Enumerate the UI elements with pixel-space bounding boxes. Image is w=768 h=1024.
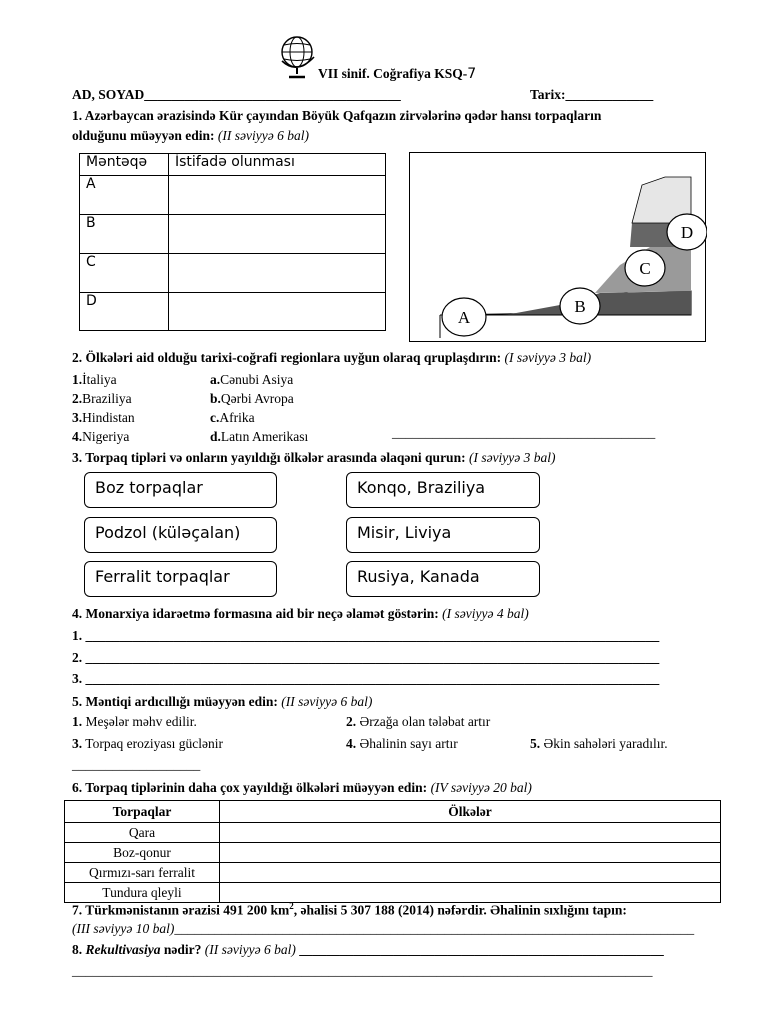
table-row <box>65 843 721 863</box>
q7-answer[interactable]: (III səviyyə 10 bal)_____________________________________________________________________________ <box>72 921 695 936</box>
soil-box[interactable]: Podzol (küləçalan) <box>84 517 277 553</box>
q1-table <box>79 153 386 331</box>
list-item: 2. Ərzağa olan tələbat artır <box>346 714 491 729</box>
globe-icon <box>278 35 318 79</box>
list-item: c.Afrika <box>210 410 255 425</box>
table-header: Torpaqlar <box>65 801 220 823</box>
list-item: 4. Əhalinin sayı artır <box>346 736 458 751</box>
table-row-label: D <box>80 293 169 331</box>
answer-cell[interactable] <box>169 254 386 293</box>
answer-cell[interactable] <box>220 883 721 903</box>
table-row <box>65 863 721 883</box>
soil-box[interactable]: Boz torpaqlar <box>84 472 277 508</box>
table-row-label: C <box>80 254 169 293</box>
q7-text: 7. Türkmənistanın ərazisi 491 200 $km^2$, əhalisi 5 307 188 (2014) nəfərdir. Əhalinin sıxlığını tapın: <box>72 901 627 918</box>
table-row <box>65 823 721 843</box>
q4-answer-1[interactable]: 1. _____________________________________________________________________________________ <box>72 628 660 643</box>
answer-cell[interactable] <box>220 823 721 843</box>
list-item: 3.Hindistan <box>72 410 135 425</box>
table-header: Ölkələr <box>220 801 721 823</box>
list-item: b.Qərbi Avropa <box>210 391 294 406</box>
table-row-label: B <box>80 215 169 254</box>
list-item: 1. Meşələr məhv edilir. <box>72 714 197 729</box>
answer-cell[interactable] <box>169 293 386 331</box>
q5-text: 5. Məntiqi ardıcıllığı müəyyən edin: (II səviyyə 6 bal) <box>72 694 373 709</box>
list-item: d.Latın Amerikası <box>210 429 309 444</box>
q8-answer-line[interactable]: ______________________________________________________________________________________ <box>72 963 653 978</box>
diagram-label-b: B <box>574 297 586 316</box>
table-row <box>65 883 721 903</box>
list-item: 4.Nigeriya <box>72 429 130 444</box>
diagram-label-d: D <box>680 223 694 242</box>
q2-text: 2. Ölkələri aid olduğu tarixi-coğrafi regionlara uyğun olaraq qruplaşdırın: (I səviyyə 3 bal) <box>72 350 592 365</box>
name-field[interactable]: AD, SOYAD______________________________________ <box>72 87 401 102</box>
q5-answer-line[interactable]: ___________________ <box>72 757 201 772</box>
q2-regions <box>210 370 308 446</box>
soil-name: Qırmızı-sarı ferralit <box>65 863 220 883</box>
q8-text[interactable]: 8. Rekultivasiya nədir? (II səviyyə 6 bal) ______________________________________________________ <box>72 942 664 957</box>
answer-cell[interactable] <box>220 863 721 883</box>
q3-text: 3. Torpaq tipləri və onların yayıldığı ölkələr arasında əlaqəni qurun: (I səviyyə 3 bal) <box>72 450 556 465</box>
soil-profile-diagram <box>409 152 706 342</box>
answer-cell[interactable] <box>169 215 386 254</box>
soil-box[interactable]: Ferralit torpaqlar <box>84 561 277 597</box>
list-item: 3. Torpaq eroziyası güclənir <box>72 736 224 751</box>
q4-answer-2[interactable]: 2. _____________________________________________________________________________________ <box>72 650 660 665</box>
q6-text: 6. Torpaq tiplərinin daha çox yayıldığı ölkələri müəyyən edin: (IV səviyyə 20 bal) <box>72 780 532 795</box>
q4-text: 4. Monarxiya idarəetmə formasına aid bir neçə əlamət göstərin: (I səviyyə 4 bal) <box>72 606 529 621</box>
list-item: 2.Braziliya <box>72 391 132 406</box>
soil-name: Boz-qonur <box>65 843 220 863</box>
q4-answer-3[interactable]: 3. _____________________________________________________________________________________ <box>72 671 660 686</box>
page-title: VII sinif. Coğrafiya KSQ-7 <box>318 66 477 82</box>
country-box[interactable]: Konqo, Braziliya <box>346 472 540 508</box>
q2-countries <box>72 370 135 446</box>
soil-name: Qara <box>65 823 220 843</box>
q1-text-2: olduğunu müəyyən edin: (II səviyyə 6 bal) <box>72 128 309 143</box>
table-header: İstifadə olunması <box>169 154 386 176</box>
q6-table <box>64 800 721 903</box>
list-item: a.Cənubi Asiya <box>210 372 294 387</box>
q1-text: 1. Azərbaycan ərazisində Kür çayından Böyük Qafqazın zirvələrinə qədər hansı torpaqların <box>72 108 602 123</box>
country-box[interactable]: Misir, Liviya <box>346 517 540 553</box>
answer-cell[interactable] <box>220 843 721 863</box>
answer-cell[interactable] <box>169 176 386 215</box>
diagram-label-a: A <box>457 308 471 327</box>
table-header: Məntəqə <box>80 154 169 176</box>
table-row-label: A <box>80 176 169 215</box>
diagram-label-c: C <box>639 259 651 278</box>
date-field[interactable]: Tarix:_____________ <box>530 87 654 102</box>
q2-answer-line[interactable]: _______________________________________ <box>392 425 656 440</box>
country-box[interactable]: Rusiya, Kanada <box>346 561 540 597</box>
list-item: 5. Əkin sahələri yaradılır. <box>530 736 668 751</box>
list-item: 1.İtaliya <box>72 372 117 387</box>
soil-name: Tundura qleyli <box>65 883 220 903</box>
